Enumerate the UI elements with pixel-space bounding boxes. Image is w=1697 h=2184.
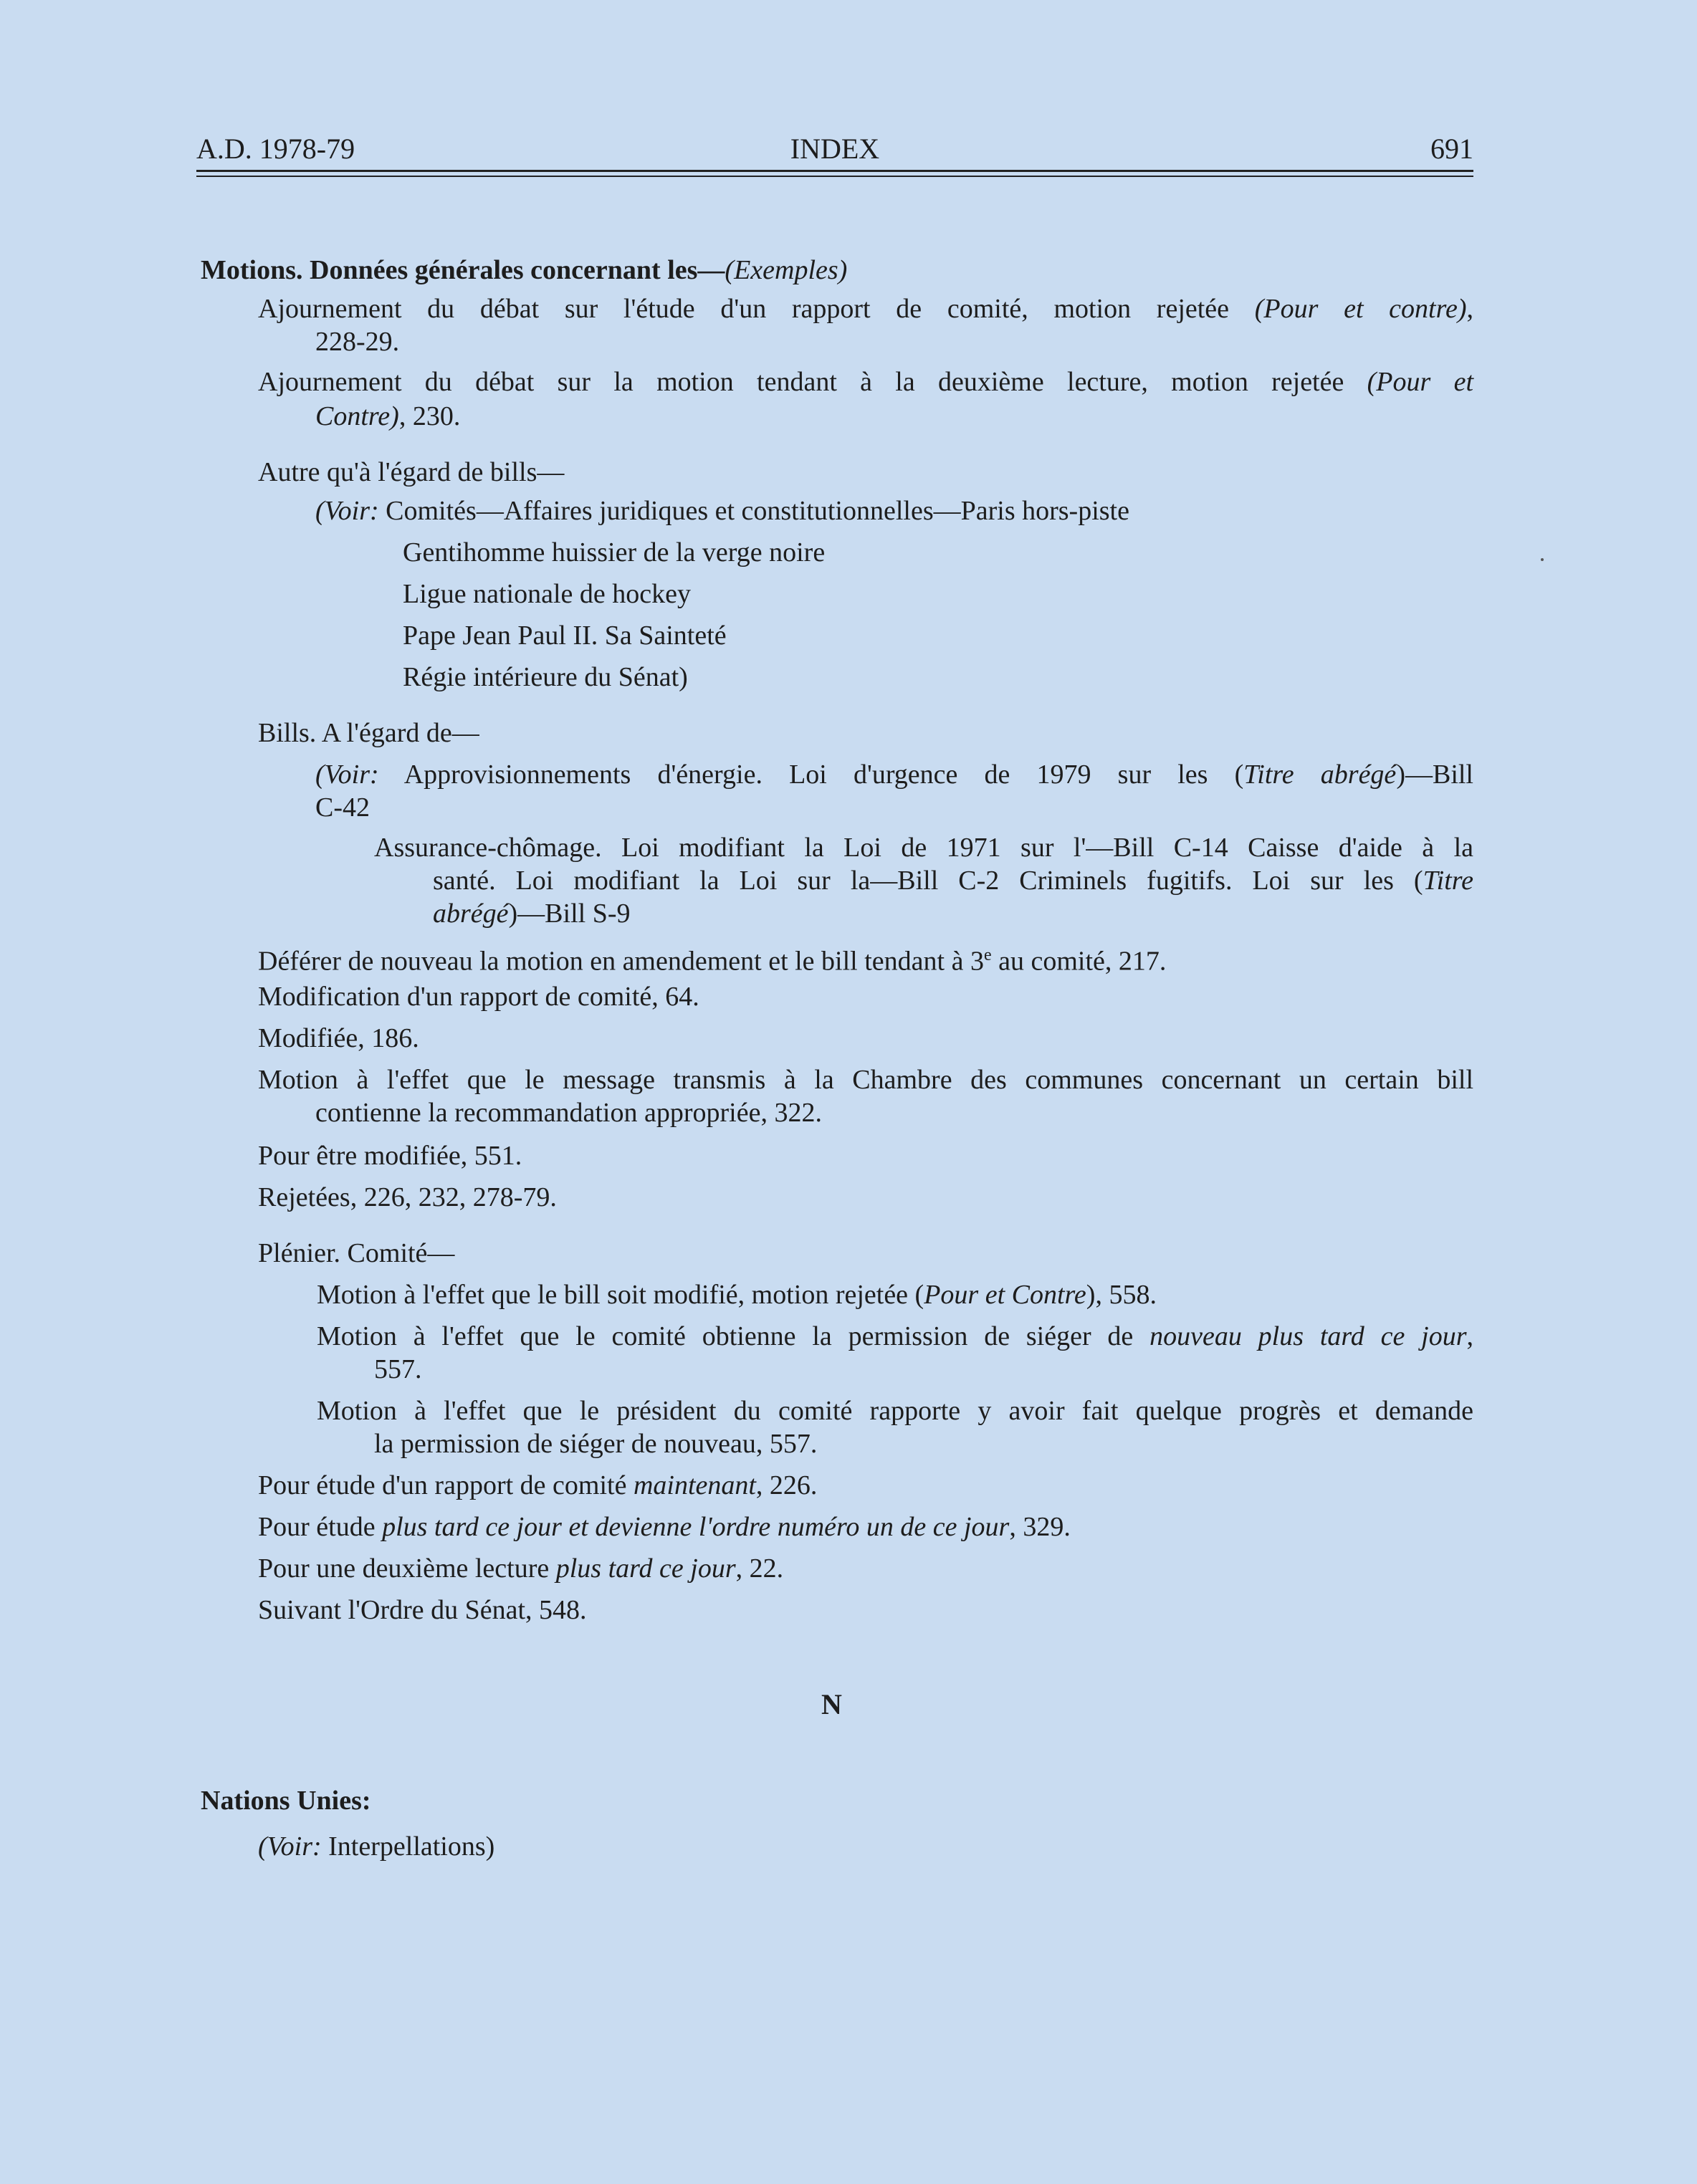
line-text: Pour étude: [258, 1512, 383, 1542]
cross-reference-line: [315, 758, 1473, 791]
line-italic: maintenant: [633, 1470, 756, 1500]
subentry-line: Plénier. Comité—: [258, 1238, 455, 1268]
subentry-line: [317, 1278, 1157, 1311]
subentry-line: Suivant l'Ordre du Sénat, 548.: [258, 1595, 587, 1625]
heading-italic: (Exemples): [725, 255, 848, 285]
entry-heading-nations-unies: Nations Unies:: [201, 1786, 371, 1816]
header-title: INDEX: [790, 133, 880, 165]
speck: [1541, 558, 1544, 561]
subentry-line: Autre qu'à l'égard de bills—: [258, 457, 565, 487]
line-text: , 230.: [398, 401, 461, 431]
subentry-line: Bills. A l'égard de—: [258, 718, 479, 748]
line-text: au comité, 217.: [991, 946, 1167, 977]
voir-label: (Voir:: [315, 496, 379, 526]
line-text: Approvisionnements d'énergie. Loi d'urgence de 1979 sur les (: [378, 760, 1244, 790]
line-italic: (Pour et: [1367, 367, 1474, 397]
line-italic: plus tard ce jour: [555, 1553, 736, 1584]
header-year: A.D. 1978-79: [196, 133, 355, 165]
line-text: Motion à l'effet que le bill soit modifié, motion rejetée (: [317, 1280, 924, 1310]
subentry-line: Modifiée, 186.: [258, 1023, 419, 1053]
subentry-line: 557.: [374, 1354, 422, 1384]
line-text: Motion à l'effet que le comité obtienne la permission de siéger de: [317, 1321, 1150, 1351]
superscript: e: [983, 946, 992, 964]
line-text: Ajournement du débat sur la motion tendant à la deuxième lecture, motion rejetée: [258, 367, 1367, 397]
voir-label: (Voir:: [315, 760, 379, 790]
line-text: Ajournement du débat sur l'étude d'un rapport de comité, motion rejetée: [258, 294, 1255, 324]
subentry-line: [258, 365, 1473, 398]
line-text: )—Bill: [1396, 760, 1473, 790]
subentry-line: [258, 1552, 783, 1585]
line-text: Pour étude d'un rapport de comité: [258, 1470, 634, 1500]
header-rule-bottom: [196, 176, 1473, 177]
line-text: )—Bill S-9: [508, 899, 631, 929]
line-text: santé. Loi modifiant la Loi sur la—Bill C-2 Criminels fugitifs. Loi sur les (: [433, 866, 1423, 896]
cross-reference-line: Pape Jean Paul II. Sa Sainteté: [403, 621, 727, 651]
cross-reference-line: [433, 864, 1473, 897]
line-text: Déférer de nouveau la motion en amendement et le bill tendant à 3: [258, 946, 984, 977]
line-italic: abrégé: [433, 899, 509, 929]
subentry-line: 228-29.: [315, 327, 400, 357]
section-letter: N: [821, 1688, 842, 1720]
subentry-line: [258, 292, 1473, 325]
subentry-line: Rejetées, 226, 232, 278-79.: [258, 1182, 557, 1212]
cross-reference-line: Gentihomme huissier de la verge noire: [403, 537, 826, 567]
subentry-line: Pour être modifiée, 551.: [258, 1141, 522, 1171]
subentry-line: Motion à l'effet que le message transmis à la Chambre des communes concernant un certain bill: [258, 1065, 1473, 1095]
line-text: ,: [1466, 1321, 1473, 1351]
line-text: ,: [1466, 294, 1474, 324]
line-italic: Pour et Contre: [924, 1280, 1086, 1310]
subentry-line: [315, 400, 460, 433]
line-italic: (Pour et contre): [1254, 294, 1467, 324]
line-text: Interpellations): [321, 1831, 495, 1862]
subentry-line: [317, 1320, 1473, 1353]
subentry-line: la permission de siéger de nouveau, 557.: [374, 1429, 818, 1459]
line-text: , 329.: [1009, 1512, 1071, 1542]
cross-reference-line: [315, 494, 1129, 527]
subentry-line: Motion à l'effet que le président du comité rapporte y avoir fait quelque progrès et demande: [317, 1396, 1473, 1426]
line-text: , 22.: [735, 1553, 784, 1584]
line-italic: plus tard ce jour et devienne l'ordre numéro un de ce jour: [382, 1512, 1010, 1542]
cross-reference-line: Ligue nationale de hockey: [403, 579, 692, 609]
line-italic: nouveau plus tard ce jour: [1149, 1321, 1467, 1351]
voir-label: (Voir:: [258, 1831, 322, 1862]
heading-text: Motions. Données générales concernant les—: [201, 255, 725, 285]
line-text: , 226.: [755, 1470, 818, 1500]
subentry-line: contienne la recommandation appropriée, 322.: [315, 1098, 822, 1128]
page-number: 691: [1430, 133, 1473, 165]
line-italic: Titre: [1423, 866, 1473, 896]
line-italic: Titre abrégé: [1243, 760, 1397, 790]
running-header: [196, 132, 1473, 166]
cross-reference-line: Assurance-chômage. Loi modifiant la Loi de 1971 sur l'—Bill C-14 Caisse d'aide à la: [374, 833, 1473, 863]
cross-reference-line: C-42: [315, 792, 370, 823]
subentry-line: [258, 939, 1166, 978]
subentry-line: Modification d'un rapport de comité, 64.: [258, 982, 699, 1012]
header-rule-top: [196, 170, 1473, 172]
subentry-line: [258, 1469, 817, 1502]
line-text: Pour une deuxième lecture: [258, 1553, 556, 1584]
cross-reference-line: Régie intérieure du Sénat): [403, 662, 688, 692]
subentry-line: [258, 1510, 1071, 1543]
cross-reference-line: [258, 1830, 494, 1863]
line-text: Comités—Affaires juridiques et constitutionnelles—Paris hors-piste: [378, 496, 1129, 526]
line-italic: Contre): [315, 401, 399, 431]
entry-heading-motions: [201, 254, 847, 287]
line-text: ), 558.: [1086, 1280, 1157, 1310]
cross-reference-line: [433, 897, 631, 930]
